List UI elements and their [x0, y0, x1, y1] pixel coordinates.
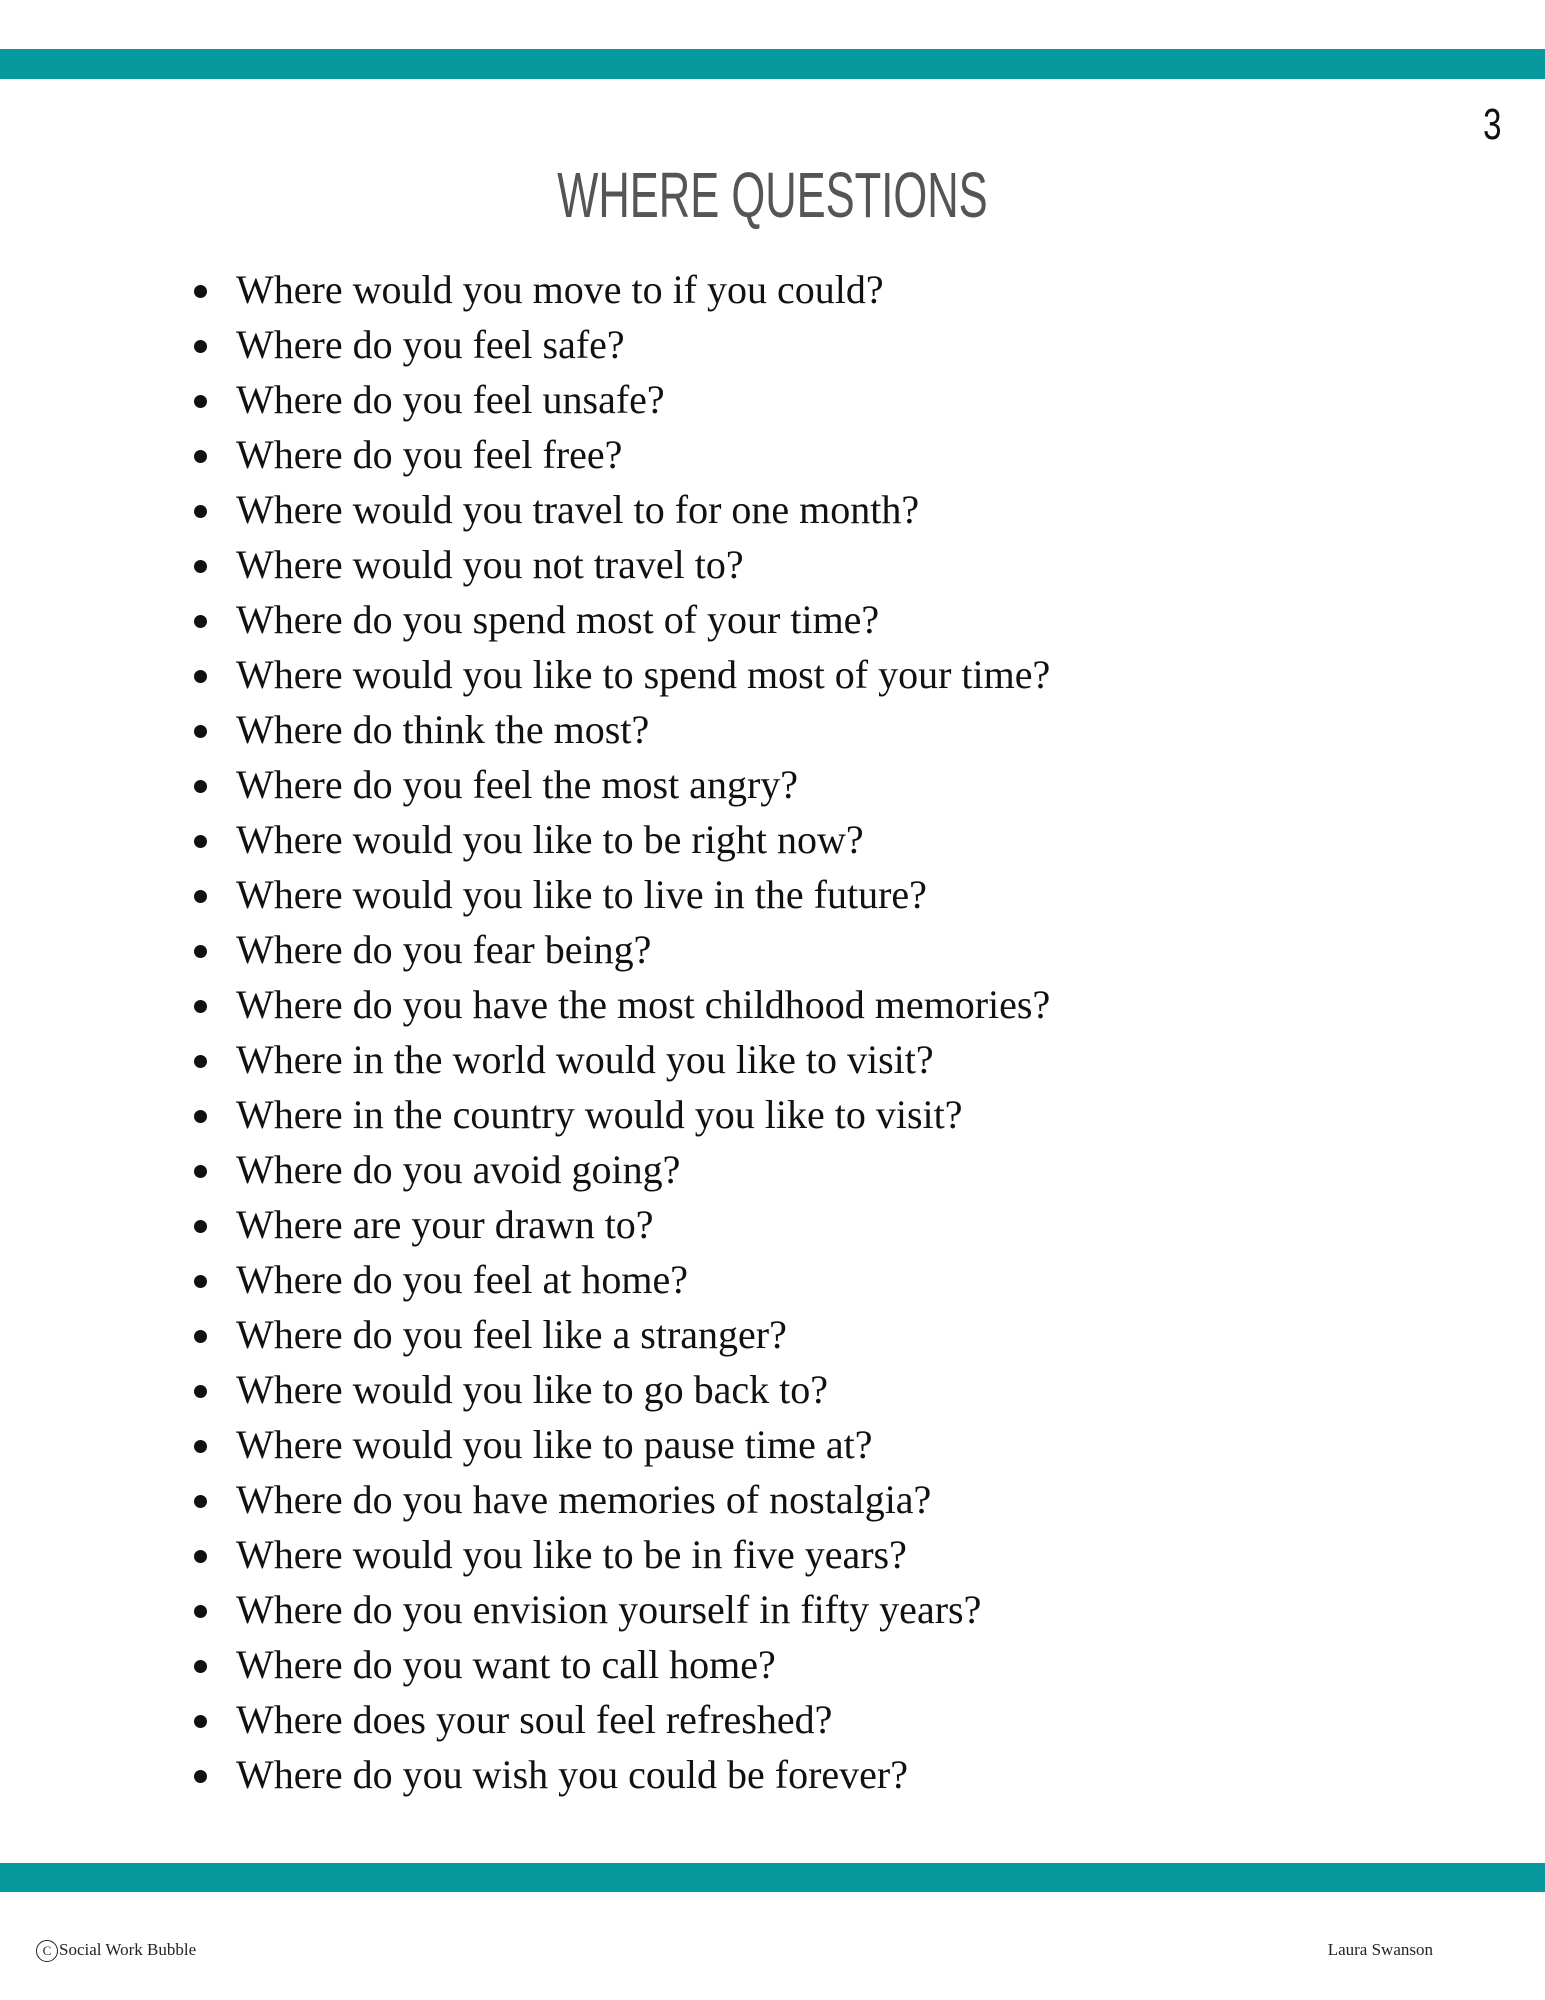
question-text: Where would you travel to for one month?: [236, 487, 920, 532]
page-number: 3: [1482, 100, 1501, 149]
list-item: [236, 1527, 1050, 1582]
list-item: [236, 1252, 1050, 1307]
bullet-icon: [194, 1385, 207, 1398]
bullet-icon: [194, 890, 207, 903]
footer-copyright: [36, 1940, 196, 1962]
question-text: Where do you fear being?: [236, 927, 652, 972]
bullet-icon: [194, 560, 207, 573]
bullet-icon: [194, 835, 207, 848]
list-item: [236, 1582, 1050, 1637]
list-item: [236, 1307, 1050, 1362]
bullet-icon: [194, 1330, 207, 1343]
question-text: Where do you feel at home?: [236, 1257, 689, 1302]
list-item: [236, 1197, 1050, 1252]
list-item: [236, 537, 1050, 592]
top-accent-bar: [0, 49, 1545, 79]
question-text: Where would you move to if you could?: [236, 267, 884, 312]
list-item: [236, 1362, 1050, 1417]
list-item: [236, 702, 1050, 757]
question-text: Where in the world would you like to visit?: [236, 1037, 934, 1082]
bullet-icon: [194, 1000, 207, 1013]
question-text: Where would you like to pause time at?: [236, 1422, 873, 1467]
bullet-icon: [194, 1110, 207, 1123]
list-item: [236, 262, 1050, 317]
list-item: [236, 1032, 1050, 1087]
list-item: [236, 812, 1050, 867]
list-item: [236, 1692, 1050, 1747]
list-item: [236, 1417, 1050, 1472]
question-text: Where do think the most?: [236, 707, 650, 752]
question-text: Where do you feel the most angry?: [236, 762, 799, 807]
bullet-icon: [194, 1440, 207, 1453]
question-text: Where do you feel free?: [236, 432, 623, 477]
list-item: [236, 1637, 1050, 1692]
bullet-icon: [194, 670, 207, 683]
bullet-icon: [194, 1220, 207, 1233]
bullet-icon: [194, 945, 207, 958]
bullet-icon: [194, 395, 207, 408]
question-text: Where do you feel safe?: [236, 322, 625, 367]
question-text: Where would you not travel to?: [236, 542, 744, 587]
bullet-icon: [194, 1165, 207, 1178]
list-item: [236, 372, 1050, 427]
bullet-icon: [194, 780, 207, 793]
question-text: Where do you want to call home?: [236, 1642, 776, 1687]
bullet-icon: [194, 615, 207, 628]
bullet-icon: [194, 1715, 207, 1728]
question-text: Where do you spend most of your time?: [236, 597, 880, 642]
bottom-accent-bar: [0, 1863, 1545, 1892]
list-item: [236, 647, 1050, 702]
question-text: Where would you like to live in the future?: [236, 872, 927, 917]
question-list: [0, 262, 1050, 1802]
question-text: Where do you envision yourself in fifty years?: [236, 1587, 982, 1632]
list-item: [236, 867, 1050, 922]
bullet-icon: [194, 725, 207, 738]
list-item: [236, 757, 1050, 812]
list-item: [236, 1747, 1050, 1802]
bullet-icon: [194, 285, 207, 298]
copyright-icon: C: [36, 1940, 58, 1962]
question-text: Where do you have the most childhood memories?: [236, 982, 1051, 1027]
bullet-icon: [194, 1495, 207, 1508]
question-text: Where in the country would you like to visit?: [236, 1092, 963, 1137]
list-item: [236, 592, 1050, 647]
list-item: [236, 977, 1050, 1032]
bullet-icon: [194, 1660, 207, 1673]
footer-author: Laura Swanson: [1327, 1940, 1433, 1959]
list-item: [236, 482, 1050, 537]
bullet-icon: [194, 340, 207, 353]
list-item: [236, 922, 1050, 977]
question-text: Where would you like to spend most of your time?: [236, 652, 1051, 697]
question-text: Where would you like to be in five years?: [236, 1532, 907, 1577]
bullet-icon: [194, 1550, 207, 1563]
list-item: [236, 317, 1050, 372]
footer-brand: Social Work Bubble: [59, 1940, 197, 1959]
page-title: [0, 158, 1545, 232]
question-text: Where do you feel like a stranger?: [236, 1312, 787, 1357]
question-text: Where do you have memories of nostalgia?: [236, 1477, 932, 1522]
list-item: [236, 1142, 1050, 1197]
list-item: [236, 427, 1050, 482]
page-title-text: WHERE QUESTIONS: [557, 159, 988, 231]
bullet-icon: [194, 1055, 207, 1068]
question-text: Where do you avoid going?: [236, 1147, 681, 1192]
bullet-icon: [194, 1275, 207, 1288]
bullet-icon: [194, 1770, 207, 1783]
question-text: Where do you wish you could be forever?: [236, 1752, 908, 1797]
bullet-icon: [194, 450, 207, 463]
question-text: Where does your soul feel refreshed?: [236, 1697, 833, 1742]
question-text: Where would you like to go back to?: [236, 1367, 829, 1412]
question-text: Where do you feel unsafe?: [236, 377, 665, 422]
list-item: [236, 1472, 1050, 1527]
question-text: Where would you like to be right now?: [236, 817, 864, 862]
question-text: Where are your drawn to?: [236, 1202, 654, 1247]
bullet-icon: [194, 1605, 207, 1618]
bullet-icon: [194, 505, 207, 518]
list-item: [236, 1087, 1050, 1142]
